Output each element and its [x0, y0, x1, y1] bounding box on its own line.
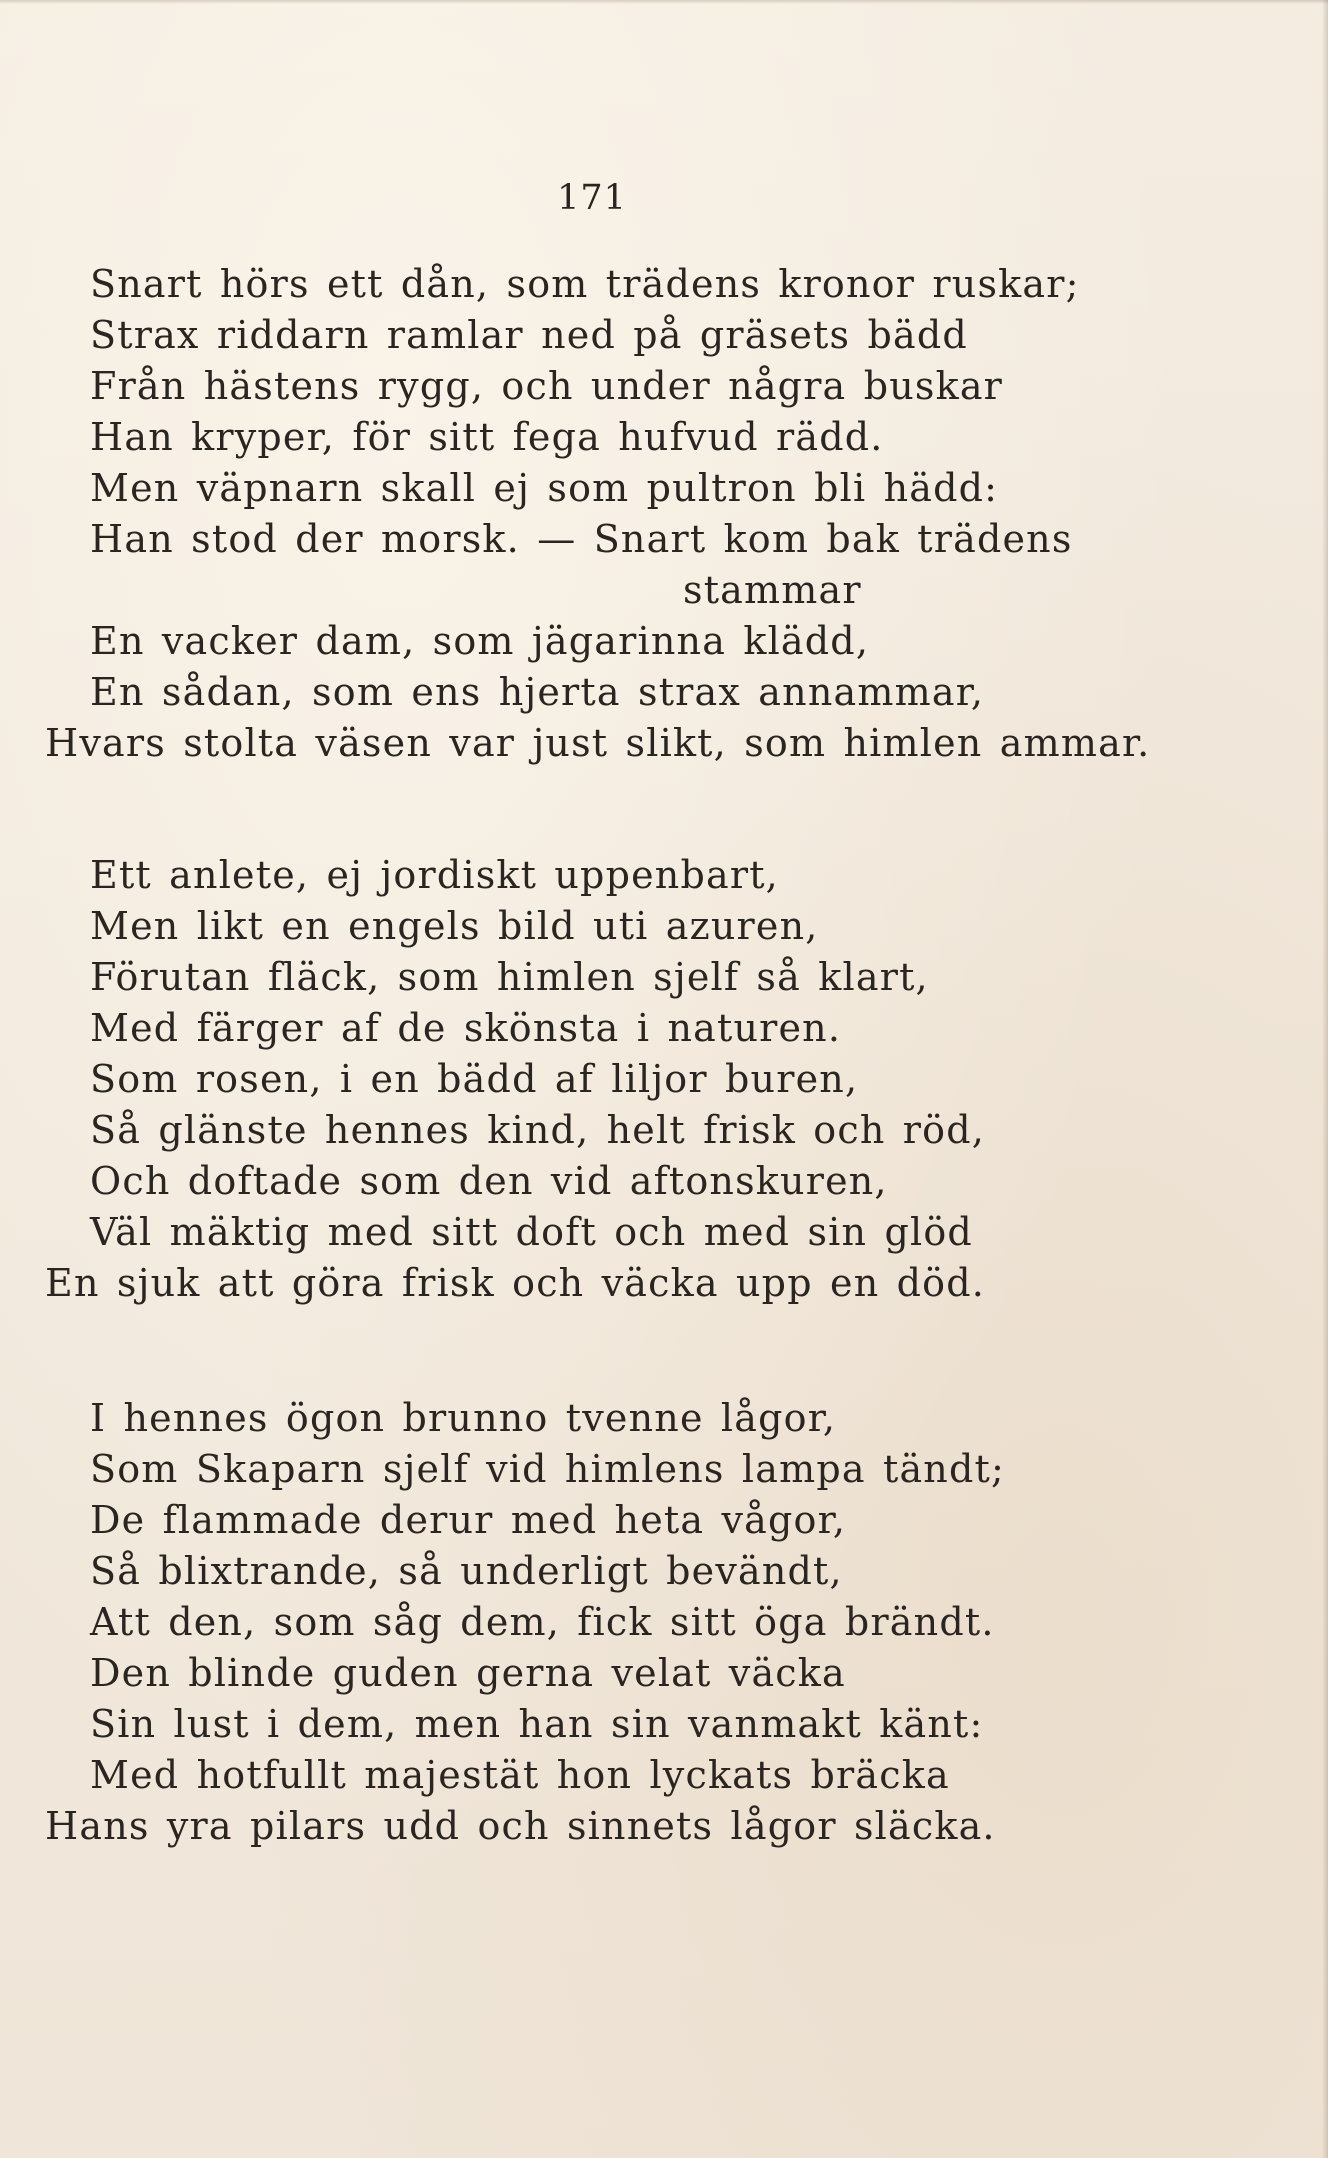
poem-line: Ett anlete, ej jordiskt uppenbart,: [90, 853, 779, 897]
poem-line: De flammade derur med heta vågor,: [90, 1498, 847, 1542]
poem-line: Med färger af de skönsta i naturen.: [90, 1006, 842, 1050]
poem-line: Så blixtrande, så underligt bevändt,: [90, 1549, 843, 1593]
page-top-edge: [0, 0, 1328, 4]
poem-line: Med hotfullt majestät hon lyckats bräcka: [90, 1753, 950, 1797]
poem-line: Hans yra pilars udd och sinnets lågor släcka.: [45, 1804, 996, 1848]
poem-line: En sjuk att göra frisk och väcka upp en död.: [45, 1261, 986, 1305]
poem-line-continuation: stammar: [683, 568, 862, 612]
poem-line: Men likt en engels bild uti azuren,: [90, 904, 819, 948]
page-number: 171: [557, 178, 627, 218]
poem-line: Förutan fläck, som himlen sjelf så klart,: [90, 955, 929, 999]
page-right-edge: [1322, 0, 1328, 2158]
poem-line: Han kryper, för sitt fega hufvud rädd.: [90, 415, 884, 459]
poem-line: Den blinde guden gerna velat väcka: [90, 1651, 846, 1695]
poem-line: I hennes ögon brunno tvenne lågor,: [90, 1396, 837, 1440]
poem-line: Men väpnarn skall ej som pultron bli hädd:: [90, 466, 999, 510]
poem-line: En sådan, som ens hjerta strax annammar,: [90, 670, 985, 714]
poem-line: Strax riddarn ramlar ned på gräsets bädd: [90, 313, 968, 357]
poem-line: Att den, som såg dem, fick sitt öga brändt.: [90, 1600, 995, 1644]
poem-line: Och doftade som den vid aftonskuren,: [90, 1159, 888, 1203]
poem-line: Som rosen, i en bädd af liljor buren,: [90, 1057, 859, 1101]
poem-line: En vacker dam, som jägarinna klädd,: [90, 619, 870, 663]
poem-line: Så glänste hennes kind, helt frisk och röd,: [90, 1108, 986, 1152]
poem-line: Från hästens rygg, och under några buskar: [90, 364, 1004, 408]
poem-line: Hvars stolta väsen var just slikt, som himlen ammar.: [45, 721, 1151, 765]
poem-line: Han stod der morsk. — Snart kom bak trädens: [90, 517, 1073, 561]
poem-line: Som Skaparn sjelf vid himlens lampa tändt;: [90, 1447, 1005, 1491]
poem-line: Väl mäktig med sitt doft och med sin glöd: [90, 1210, 973, 1254]
poem-line: Snart hörs ett dån, som trädens kronor ruskar;: [90, 262, 1080, 306]
poem-line: Sin lust i dem, men han sin vanmakt känt:: [90, 1702, 984, 1746]
